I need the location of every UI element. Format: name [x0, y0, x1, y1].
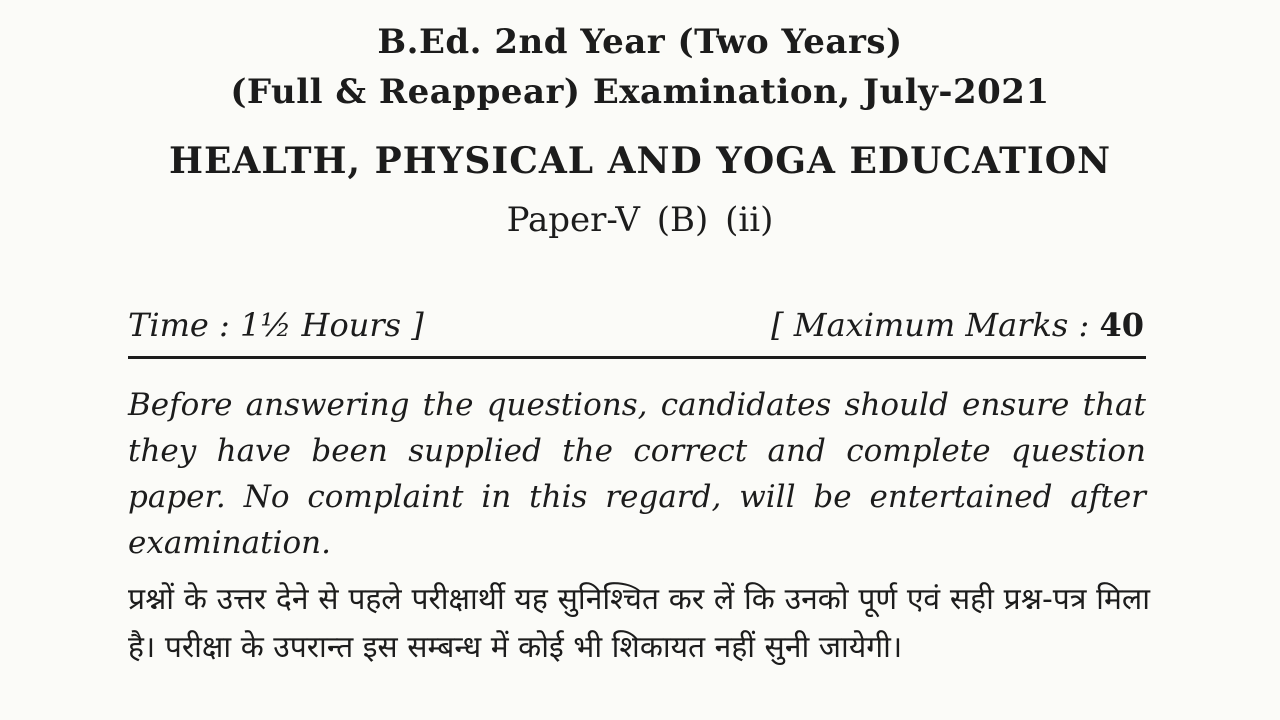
- maximum-marks-value: 40: [1099, 306, 1144, 344]
- header-divider: [128, 356, 1146, 359]
- time-allowed: Time : 1½ Hours ]: [128, 306, 424, 344]
- subject-title: HEALTH, PHYSICAL AND YOGA EDUCATION: [168, 140, 1112, 182]
- maximum-marks: [771, 306, 1144, 344]
- instructions-hindi: प्रश्नों के उत्तर देने से पहले परीक्षार्थी यह सुनिश्चित कर लें कि उनको पूर्ण एवं सही प्रश्न-पत्र मिला है। परीक्षा के उपरान्त इस सम्बन्ध में कोई भी शिकायत नहीं सुनी जायेगी।: [128, 582, 1150, 665]
- exam-title-line-1: B.Ed. 2nd Year (Two Years): [377, 22, 903, 62]
- exam-title-line-2: (Full & Reappear) Examination, July-2021: [230, 72, 1050, 112]
- instructions-english: Before answering the questions, candidates should ensure that they have been supplied the correct and complete question paper. No complaint in this regard, will be entertained after examination.: [128, 387, 1146, 561]
- maximum-marks-label: [ Maximum Marks :: [771, 306, 1100, 344]
- paper-code: Paper-V (B) (ii): [506, 200, 774, 240]
